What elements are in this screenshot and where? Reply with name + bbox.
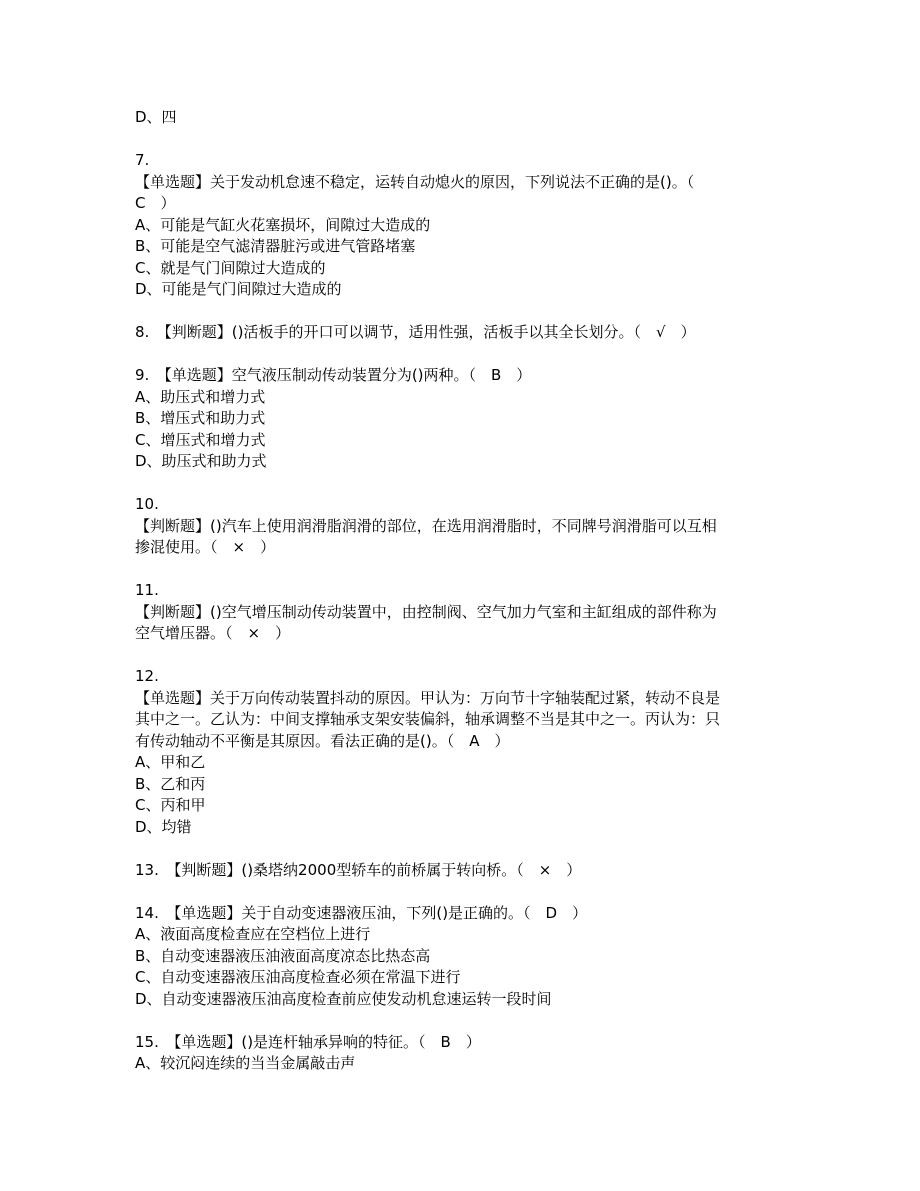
text-line: B、自动变速器液压油液面高度凉态比热态高 [135, 946, 431, 965]
text-line: A、助压式和增力式 [135, 387, 266, 406]
text-line: A、可能是气缸火花塞损坏，间隙过大造成的 [135, 215, 431, 234]
text-line: 12. [135, 667, 159, 685]
text-line: 有传动轴动不平衡是其原因。看法正确的是()。（ A ） [135, 731, 510, 750]
text-line: D、可能是气门间隙过大造成的 [135, 280, 342, 298]
text-line: 10. [135, 495, 159, 513]
text-line: 掺混使用。（ × ） [135, 538, 276, 556]
text-line: A、甲和乙 [135, 753, 206, 771]
question-block [135, 903, 795, 1011]
text-line: 11. [135, 581, 159, 599]
question-block [135, 1032, 795, 1075]
text-line: 15. 【单选题】()是连杆轴承异响的特征。（ B ） [135, 1032, 481, 1051]
block-spacer [135, 645, 795, 667]
block-spacer [135, 344, 795, 366]
question-block [135, 666, 795, 838]
text-line: D、助压式和助力式 [135, 452, 267, 470]
text-line: 【判断题】()空气增压制动传动装置中，由控制阀、空气加力气室和主缸组成的部件称为 [135, 602, 717, 621]
text-line: 【单选题】关于万向传动装置抖动的原因。甲认为：万向节十字轴装配过紧，转动不良是 [135, 688, 721, 707]
document-body [135, 107, 795, 1075]
text-line: B、可能是空气滤清器脏污或进气管路堵塞 [135, 237, 416, 255]
block-spacer [135, 881, 795, 903]
block-spacer [135, 129, 795, 151]
text-line: C、就是气门间隙过大造成的 [135, 258, 326, 277]
block-spacer [135, 301, 795, 323]
text-line: A、液面高度检查应在空档位上进行 [135, 925, 371, 943]
text-line: B、增压式和助力式 [135, 409, 266, 427]
question-block [135, 365, 795, 473]
text-line: 【单选题】关于发动机怠速不稳定，运转自动熄火的原因，下列说法不正确的是()。（ [135, 172, 695, 191]
text-line: A、较沉闷连续的当当金属敲击声 [135, 1054, 356, 1072]
text-line: D、自动变速器液压油高度检查前应使发动机怠速运转一段时间 [135, 989, 552, 1008]
block-spacer [135, 473, 795, 495]
text-line: B、乙和丙 [135, 774, 206, 793]
question-block [135, 150, 795, 301]
text-line: 空气增压器。（ × ） [135, 624, 291, 642]
block-spacer [135, 559, 795, 581]
text-line: 9. 【单选题】空气液压制动传动装置分为()两种。（ B ） [135, 366, 532, 384]
text-line: C、丙和甲 [135, 796, 206, 814]
text-line: 13. 【判断题】()桑塔纳2000型轿车的前桥属于转向桥。（ × ） [135, 860, 582, 879]
text-line: 14. 【单选题】关于自动变速器液压油，下列()是正确的。（ D ） [135, 903, 588, 922]
text-line: C、增压式和增力式 [135, 430, 266, 449]
text-line: 其中之一。乙认为：中间支撑轴承支架安装偏斜，轴承调整不当是其中之一。丙认为：只 [135, 710, 721, 728]
text-line: 8. 【判断题】()活板手的开口可以调节，适用性强，活板手以其全长划分。（ √ ） [135, 323, 696, 341]
question-block [135, 580, 795, 645]
question-block [135, 494, 795, 559]
text-line: C ） [135, 194, 176, 212]
text-line: D、均错 [135, 817, 192, 836]
block-spacer [135, 1010, 795, 1032]
question-block [135, 322, 795, 344]
question-block [135, 860, 795, 882]
block-spacer [135, 838, 795, 860]
text-line: D、四 [135, 108, 177, 126]
question-block [135, 107, 795, 129]
text-line: 【判断题】()汽车上使用润滑脂润滑的部位，在选用润滑脂时，不同牌号润滑脂可以互相 [135, 516, 717, 535]
text-line: 7. [135, 151, 150, 169]
text-line: C、自动变速器液压油高度检查必须在常温下进行 [135, 968, 461, 986]
